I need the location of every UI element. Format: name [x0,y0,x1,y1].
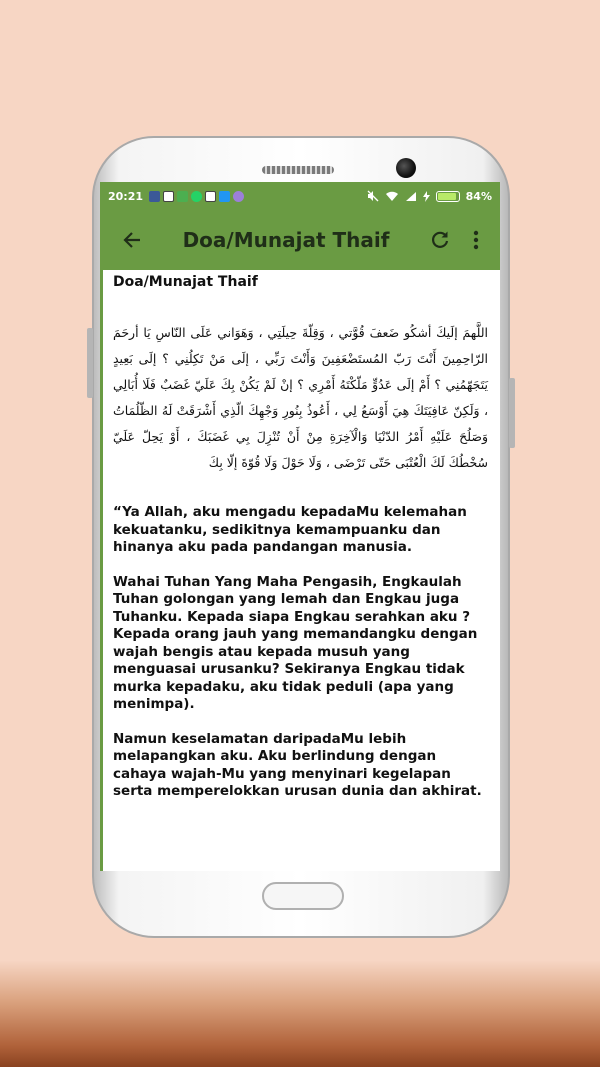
battery-icon [436,191,460,202]
volume-button [87,328,93,398]
sim-icon [177,191,188,202]
status-right [367,190,492,203]
image-icon [163,191,174,202]
notification-icons [149,191,244,202]
earpiece-speaker [262,166,334,174]
arabic-prayer-text: اللَّهمَ إلَيكَ أشكُو ضَعفَ قُوَّتي ، وَقِلّةَ حِيلَتِي ، وَهَوَاني عَلَى النّاسِ يَا أرحَمَ الرّاحِمِينَ أَنْتَ رَبّ المُستَضْعَفِينَ وَأَنْتَ رَبِّي ، إلَى مَنْ تَكِلُنِي ؟ إلَى بَعِيدٍ يَتَجَهّمُنِي ؟ أَمْ إلَى عَدُوٍّ مَلّكْتَهُ أَمْرِي ؟ إنْ لَمْ يَكُنْ بِكَ عَلَيّ غَضَبٌ فَلَا أُبَالِي ، وَلَكِنّ عَافِيَتَكَ هِيَ أَوْسَعُ لِي ، أَعُوذُ بِنُورِ وَجْهِكَ الّذِي أَشْرَقَتْ لَهُ الظّلُمَاتُ وَصَلُحَ عَلَيْهِ أَمْرُ الدّنْيَا وَالْآخِرَةِ مِنْ أَنْ تُنْزِلَ بِي غَضَبَكَ ، أَوْ يَحِلّ عَلَيّ سُخْطُكَ لَكَ الْعُتْبَى حَتّى تَرْضَى ، وَلَا حَوْلَ وَلَا قُوّةَ إلّا بِكَ [113,325,488,470]
app-icon [219,191,230,202]
power-button [509,378,515,448]
refresh-button[interactable] [418,218,462,262]
wifi-icon [385,191,399,202]
status-time: 20:21 [108,189,144,203]
content-area[interactable] [100,270,500,871]
translation-paragraph: Namun keselamatan daripadaMu lebih melapangkan aku. Aku berlindung dengan cahaya wajah-Mu yang menyinari kegelapan serta memperelokkan urusan dunia dan akhirat. [113,730,482,799]
app-toolbar [100,210,500,270]
more-vert-icon [473,230,479,250]
translation-paragraph: Wahai Tuhan Yang Maha Pengasih, Engkaulah Tuhan golongan yang lemah dan Engkau juga Tuhanku. Kepada siapa Engkau serahkan aku ? Kepada orang jauh yang memandangku dengan wajah bengis atau kepada musuh yang menguasai urusanku? Sekiranya Engkau tidak murka kepadaku, aku tidak peduli (apa yang menimpa). [113,573,478,712]
mute-icon [367,190,379,202]
charging-icon [423,191,430,202]
home-button[interactable] [262,882,344,910]
more-options-button[interactable] [462,218,490,262]
translation-paragraph: “Ya Allah, aku mengadu kepadaMu kelemahan kekuatanku, sedikitnya kemampuanku dan hinanya aku pada pandangan manusia. [113,504,467,555]
back-button[interactable] [110,218,154,262]
toolbar-title: Doa/Munajat Thaif [182,228,390,252]
battery-percent: 84% [465,189,492,203]
refresh-icon [429,229,451,251]
status-bar [100,182,500,210]
front-camera [396,158,416,178]
whatsapp-icon [191,191,202,202]
phone-screen [100,182,500,871]
page-title: Doa/Munajat Thaif [113,274,258,290]
translation-text [113,504,488,801]
arrow-back-icon [122,230,142,250]
facebook-icon [149,191,160,202]
message-icon [205,191,216,202]
chat-icon [233,191,244,202]
signal-icon [405,191,417,202]
